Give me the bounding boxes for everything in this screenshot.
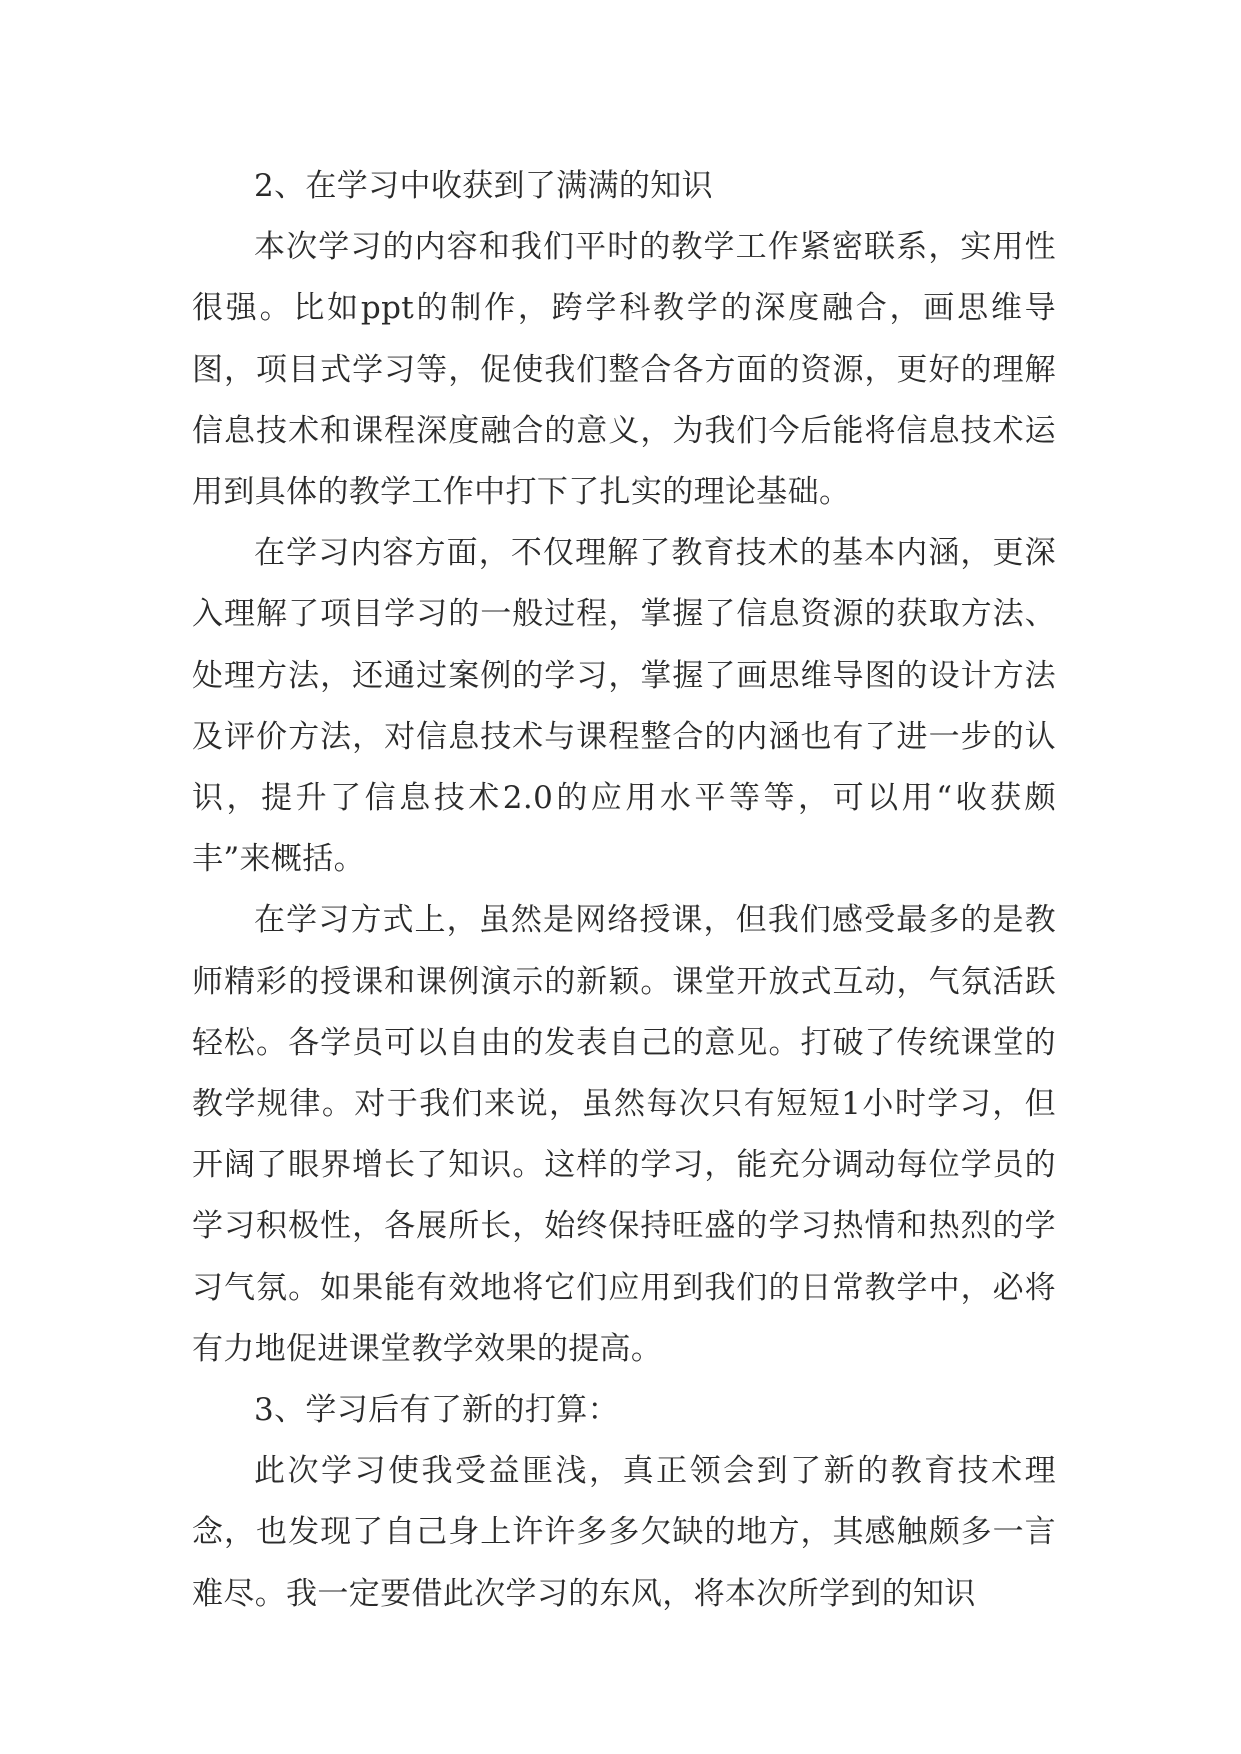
paragraph: 此次学习使我受益匪浅，真正领会到了新的教育技术理念，也发现了自己身上许许多多欠缺的地方，其感触颇多一言难尽。我一定要借此次学习的东风，将本次所学到的知识 xyxy=(192,1453,1056,1612)
section-heading-2: 2、在学习中收获到了满满的知识 xyxy=(254,168,713,204)
paragraph: 在学习内容方面，不仅理解了教育技术的基本内涵，更深入理解了项目学习的一般过程，掌握了信息资源的获取方法、处理方法，还通过案例的学习，掌握了画思维导图的设计方法及评价方法，对信息技术与课程整合的内涵也有了进一步的认识，提升了信息技术2.0的应用水平等等，可以用“收获颇丰”来概括。 xyxy=(192,535,1056,878)
section-heading-3: 3、学习后有了新的打算： xyxy=(254,1392,619,1429)
paragraph: 本次学习的内容和我们平时的教学工作紧密联系，实用性很强。比如ppt的制作，跨学科教学的深度融合，画思维导图，项目式学习等，促使我们整合各方面的资源，更好的理解信息技术和课程深度融合的意义，为我们今后能将信息技术运用到具体的教学工作中打下了扎实的理论基础。 xyxy=(192,229,1056,511)
paragraph: 在学习方式上，虽然是网络授课，但我们感受最多的是教师精彩的授课和课例演示的新颖。课堂开放式互动，气氛活跃轻松。各学员可以自由的发表自己的意见。打破了传统课堂的教学规律。对于我们来说，虽然每次只有短短1小时学习，但开阔了眼界增长了知识。这样的学习，能充分调动每位学员的学习积极性，各展所长，始终保持旺盛的学习热情和热烈的学习气氛。如果能有效地将它们应用到我们的日常教学中，必将有力地促进课堂教学效果的提高。 xyxy=(192,902,1056,1367)
document-body xyxy=(192,156,1056,1625)
